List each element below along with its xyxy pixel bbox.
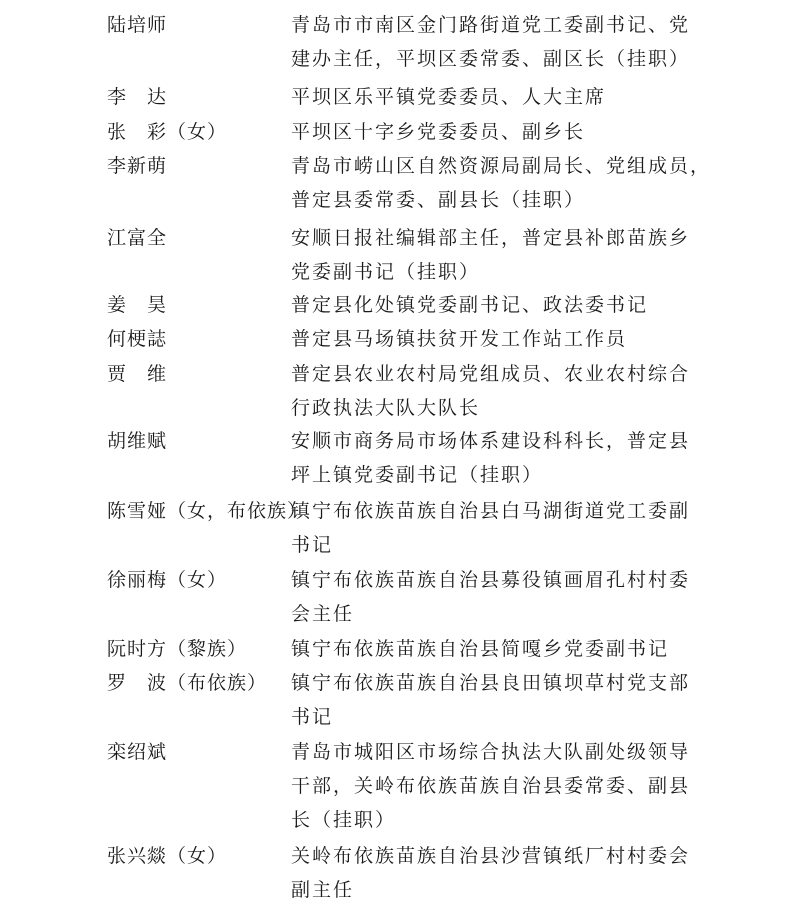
position-description (291, 494, 703, 562)
person-name: 李新萌 (107, 155, 168, 177)
list-item (0, 424, 793, 492)
position-description (291, 221, 703, 289)
description-line: 镇宁布依族苗族自治县白马湖街道党工委副 (291, 500, 691, 522)
description-line: 干部，关岭布依族苗族自治县委常委、副县 (291, 775, 691, 797)
description-line: 平坝区十字乡党委委员、副乡长 (291, 121, 586, 143)
description-line: 坪上镇党委副书记（挂职） (291, 464, 544, 486)
position-description (291, 735, 703, 837)
position-description (291, 424, 703, 492)
person-name: 陈雪娅（女，布依族） (107, 500, 308, 522)
position-description (291, 322, 703, 356)
list-item (0, 288, 793, 322)
list-item (0, 494, 793, 562)
description-line: 青岛市城阳区市场综合执法大队副处级领导 (291, 741, 691, 763)
person-name: 李 达 (107, 86, 168, 108)
description-line: 书记 (291, 706, 334, 728)
description-line: 党委副书记（挂职） (291, 261, 481, 283)
position-description (291, 839, 703, 907)
list-item (0, 735, 793, 837)
description-line: 安顺日报社编辑部主任，普定县补郎苗族乡 (291, 227, 691, 249)
description-line: 镇宁布依族苗族自治县募役镇画眉孔村村委 (291, 569, 691, 591)
person-name: 江富全 (107, 227, 168, 249)
list-item (0, 632, 793, 666)
person-name: 姜 昊 (107, 294, 168, 316)
list-item (0, 221, 793, 289)
person-name: 阮时方（黎族） (107, 638, 248, 660)
position-description (291, 115, 703, 149)
person-name: 陆培师 (107, 14, 168, 36)
list-item (0, 839, 793, 907)
list-item (0, 80, 793, 114)
list-item (0, 666, 793, 734)
position-description (291, 563, 703, 631)
person-name: 何梗誌 (107, 328, 168, 350)
description-line: 关岭布依族苗族自治县沙营镇纸厂村村委会 (291, 845, 691, 867)
description-line: 副主任 (291, 879, 355, 901)
description-line: 会主任 (291, 603, 355, 625)
description-line: 镇宁布依族苗族自治县简嘎乡党委副书记 (291, 638, 670, 660)
position-description (291, 8, 703, 76)
person-name: 栾绍斌 (107, 741, 168, 763)
description-line: 普定县农业农村局党组成员、农业农村综合 (291, 363, 691, 385)
description-line: 建办主任，平坝区委常委、副区长（挂职） (291, 48, 691, 70)
description-line: 镇宁布依族苗族自治县良田镇坝草村党支部 (291, 672, 691, 694)
description-line: 青岛市崂山区自然资源局副局长、党组成员， (291, 155, 712, 177)
list-item (0, 357, 793, 425)
description-line: 行政执法大队大队长 (291, 397, 481, 419)
description-line: 长（挂职） (291, 809, 397, 831)
list-item (0, 322, 793, 356)
person-name: 徐丽梅（女） (107, 569, 228, 591)
description-line: 普定县委常委、副县长（挂职） (291, 189, 586, 211)
position-description (291, 80, 703, 114)
description-line: 普定县化处镇党委副书记、政法委书记 (291, 294, 649, 316)
list-item (0, 115, 793, 149)
person-name: 罗 波（布依族） (107, 672, 268, 694)
description-line: 安顺市商务局市场体系建设科科长，普定县 (291, 430, 691, 452)
description-line: 普定县马场镇扶贫开发工作站工作员 (291, 328, 628, 350)
description-line: 书记 (291, 534, 334, 556)
person-name: 张 彩（女） (107, 121, 228, 143)
list-item (0, 8, 793, 76)
position-description (291, 632, 703, 666)
position-description (291, 357, 703, 425)
description-line: 平坝区乐平镇党委委员、人大主席 (291, 86, 607, 108)
list-item (0, 149, 793, 217)
description-line: 青岛市市南区金门路街道党工委副书记、党 (291, 14, 691, 36)
position-description (291, 666, 703, 734)
position-description (291, 288, 703, 322)
person-name: 胡维赋 (107, 430, 168, 452)
person-name: 贾 维 (107, 363, 168, 385)
person-name: 张兴燚（女） (107, 845, 228, 867)
list-item (0, 563, 793, 631)
position-description (291, 149, 712, 217)
